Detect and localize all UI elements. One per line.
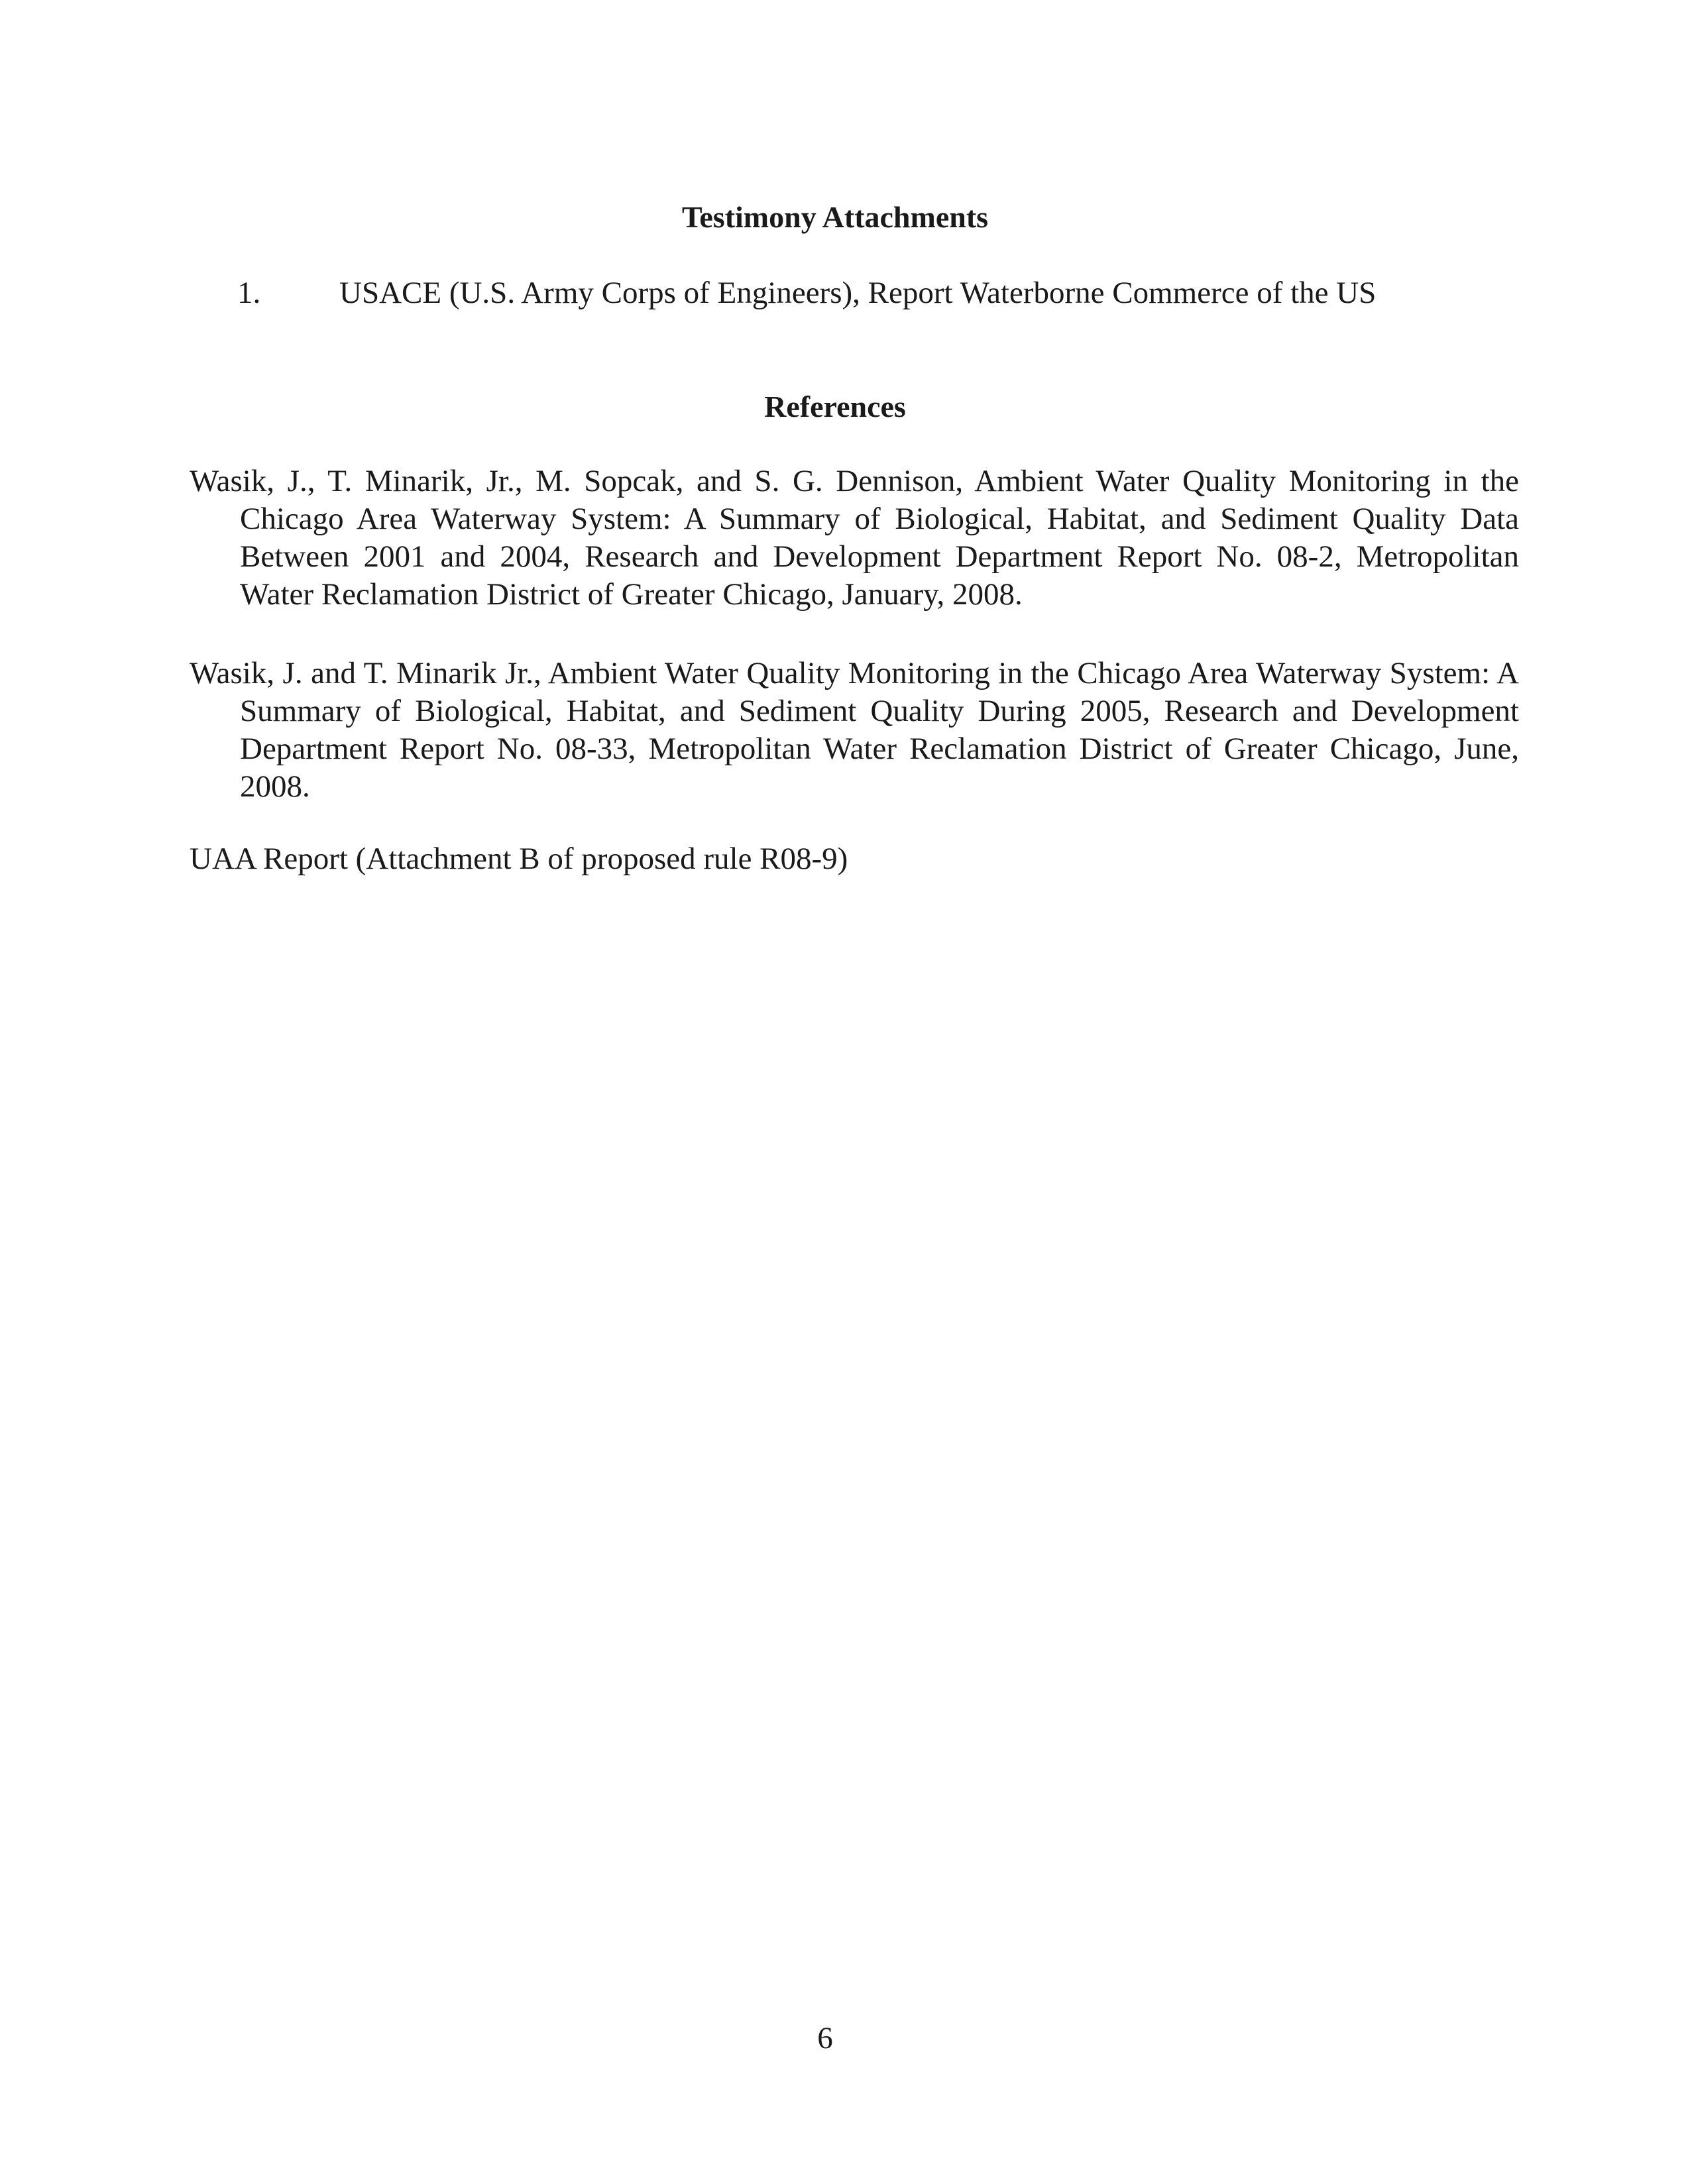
references-heading: References [764,390,906,423]
attachments-heading: Testimony Attachments [681,200,989,234]
page-number: 6 [817,2021,833,2055]
reference-item: Wasik, J. and T. Minarik Jr., Ambient Water Quality Monitoring in the Chicago Area Waterway System: A Summary of Biological, Habitat, and Sediment Quality During 2005, Research and Development Department Report No. 08-33, Metropolitan Water Reclamation District of Greater Chicago, June, 2008. [190,656,1519,804]
reference-item: Wasik, J., T. Minarik, Jr., M. Sopcak, and S. G. Dennison, Ambient Water Quality Monitoring in the Chicago Area Waterway System: A Summary of Biological, Habitat, and Sediment Quality Data Between 2001 and 2004, Research and Development Department Report No. 08-2, Metropolitan Water Reclamation District of Greater Chicago, January, 2008. [190,464,1519,612]
attachment-text: USACE (U.S. Army Corps of Engineers), Report Waterborne Commerce of the US [339,276,1377,310]
reference-item: UAA Report (Attachment B of proposed rule R08-9) [190,842,848,876]
attachment-number: 1. [237,276,261,310]
